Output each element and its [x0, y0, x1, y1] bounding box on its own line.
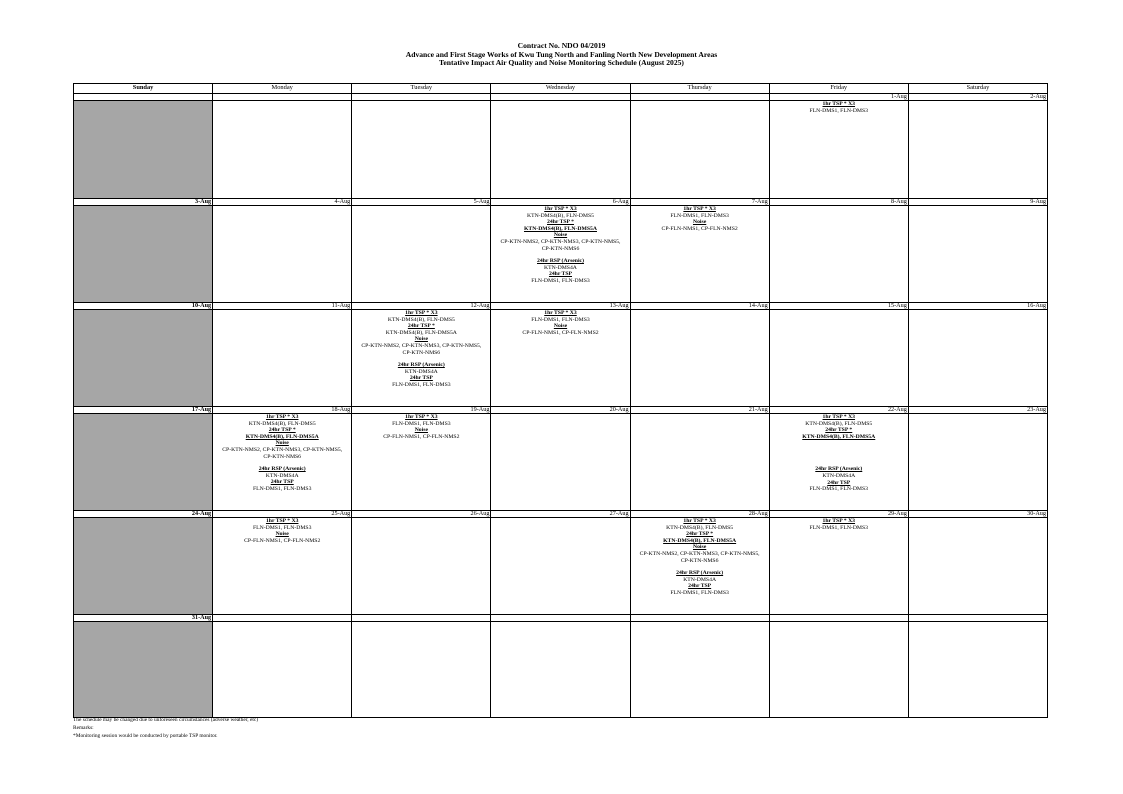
- day-content: [213, 414, 351, 510]
- monitoring-type-heading: 24hr TSP *: [686, 531, 714, 538]
- day-cell: [630, 94, 769, 199]
- monitoring-type-heading: 1hr TSP * X3: [822, 414, 856, 420]
- day-cell: [213, 407, 352, 511]
- day-cell: [769, 511, 908, 615]
- day-date: 25-Aug: [213, 511, 351, 518]
- day-cell: [74, 511, 213, 615]
- station-list: CP-FLN-NMS1, CP-FLN-NMS2: [383, 433, 460, 440]
- station-list: CP-KTN-NMS2, CP-KTN-NMS3, CP-KTN-NMS5,: [639, 550, 760, 557]
- day-content: [909, 101, 1047, 198]
- day-date: 11-Aug: [213, 303, 351, 310]
- station-list: FLN-DMS1, FLN-DMS3: [809, 486, 868, 493]
- day-content: [74, 206, 212, 302]
- day-date: 10-Aug: [74, 303, 212, 310]
- day-cell: [630, 615, 769, 718]
- day-cell: [908, 407, 1047, 511]
- day-cell: [74, 94, 213, 199]
- day-cell: [352, 303, 491, 407]
- day-cell: [769, 615, 908, 718]
- day-cell: [74, 199, 213, 303]
- monitoring-type-heading: 24hr TSP: [827, 479, 851, 486]
- day-content: [74, 414, 212, 510]
- monitoring-type-heading: Noise: [414, 427, 428, 434]
- monitoring-type-heading: 24hr RSP (Arsenic): [815, 466, 863, 473]
- day-date: [213, 615, 351, 622]
- day-date: 19-Aug: [352, 407, 490, 414]
- monitoring-type-heading: Noise: [692, 219, 707, 226]
- day-content: [213, 101, 351, 198]
- station-list: FLN-DMS1, FLN-DMS3: [252, 485, 312, 492]
- day-date: 5-Aug: [352, 199, 490, 206]
- day-content: [631, 310, 769, 406]
- monitoring-type-heading: 1hr TSP * X3: [405, 310, 438, 316]
- station-list: CP-KTN-NMS2, CP-KTN-NMS3, CP-KTN-NMS5,: [500, 238, 621, 245]
- day-content: [491, 414, 629, 510]
- station-list: CP-FLN-NMS1, CP-FLN-NMS2: [661, 225, 738, 232]
- day-content: [213, 310, 351, 406]
- contract-number: Contract No. NDO 04/2019: [517, 41, 606, 50]
- day-cell: [630, 303, 769, 407]
- day-cell: [491, 511, 630, 615]
- footnote-line: *Monitoring session would be conducted by portable TSP monitor.: [73, 733, 218, 739]
- day-date: 23-Aug: [909, 407, 1047, 414]
- monitoring-type-heading: Noise: [553, 323, 568, 330]
- day-date: [213, 94, 351, 101]
- day-date: 26-Aug: [352, 511, 490, 518]
- day-cell: [908, 511, 1047, 615]
- day-cell: [213, 303, 352, 407]
- station-list: CP-FLN-NMS1, CP-FLN-NMS2: [244, 537, 321, 544]
- weekday-header: Tuesday: [352, 84, 491, 94]
- day-content: [352, 414, 490, 510]
- station-list: CP-KTN-NMS2, CP-KTN-NMS3, CP-KTN-NMS5,: [222, 446, 343, 453]
- station-list: KTN-DMS4A: [404, 368, 438, 375]
- week-row: [74, 199, 1048, 303]
- day-date: 15-Aug: [770, 303, 908, 310]
- week-row: [74, 303, 1048, 407]
- monitoring-type-heading: KTN-DMS4(B), FLN-DMS5A: [663, 537, 737, 544]
- station-list: FLN-DMS1, FLN-DMS3: [392, 381, 451, 388]
- day-date: [352, 615, 490, 622]
- day-date: 22-Aug: [770, 407, 908, 414]
- day-cell: [769, 407, 908, 511]
- day-content: [491, 101, 629, 198]
- day-date: 24-Aug: [74, 511, 212, 518]
- weekday-header: Monday: [213, 84, 352, 94]
- day-date: 14-Aug: [631, 303, 769, 310]
- day-content: [352, 622, 490, 717]
- day-content: [631, 101, 769, 198]
- station-list: KTN-DMS4A: [822, 472, 856, 479]
- day-cell: [491, 407, 630, 511]
- footnote-line: The schedule may be changed due to unforeseen circumstances (adverse weather, etc): [73, 717, 259, 723]
- day-cell: [213, 94, 352, 199]
- weekday-header: Saturday: [908, 84, 1047, 94]
- day-date: 2-Aug: [909, 94, 1047, 101]
- day-date: 20-Aug: [491, 407, 629, 414]
- day-cell: [908, 94, 1047, 199]
- day-date: 29-Aug: [770, 511, 908, 518]
- day-content: [909, 206, 1047, 302]
- station-list: FLN-DMS1, FLN-DMS3: [670, 589, 729, 596]
- day-date: [352, 94, 490, 101]
- day-date: 31-Aug: [74, 615, 212, 622]
- day-date: 4-Aug: [213, 199, 351, 206]
- week-row: [74, 615, 1048, 718]
- day-date: 27-Aug: [491, 511, 629, 518]
- monitoring-type-heading: 24hr RSP (Arsenic): [537, 258, 584, 265]
- station-list: CP-KTN-NMS2, CP-KTN-NMS3, CP-KTN-NMS5,: [361, 342, 482, 349]
- station-list: FLN-DMS1, FLN-DMS3: [809, 107, 868, 114]
- monitoring-type-heading: 1hr TSP * X3: [544, 206, 577, 212]
- day-cell: [630, 407, 769, 511]
- station-list: CP-KTN-NMS6: [541, 245, 580, 252]
- station-list: KTN-DMS4A: [544, 264, 577, 271]
- footnotes: [73, 716, 258, 740]
- station-list: CP-KTN-NMS6: [680, 557, 719, 564]
- station-list: KTN-DMS4(B), FLN-DMS5: [666, 524, 734, 531]
- day-date: 9-Aug: [909, 199, 1047, 206]
- station-list: FLN-DMS1, FLN-DMS3: [531, 316, 590, 323]
- monitoring-type-heading: 1hr TSP * X3: [544, 310, 577, 316]
- day-cell: [213, 199, 352, 303]
- day-date: 13-Aug: [491, 303, 629, 310]
- monitoring-type-heading: 24hr TSP *: [825, 427, 853, 434]
- day-date: 12-Aug: [352, 303, 490, 310]
- monitoring-type-heading: 24hr TSP *: [547, 219, 574, 226]
- monitoring-type-heading: 24hr TSP: [270, 479, 294, 486]
- day-content: [770, 310, 908, 406]
- monitoring-type-heading: Noise: [553, 232, 568, 239]
- day-content: [74, 310, 212, 406]
- monitoring-type-heading: 1hr TSP * X3: [265, 414, 299, 420]
- monitoring-type-heading: 1hr TSP * X3: [822, 101, 856, 107]
- day-content: [213, 206, 351, 302]
- day-content: [491, 518, 629, 614]
- day-date: 6-Aug: [491, 199, 629, 206]
- day-cell: [769, 199, 908, 303]
- day-content: [74, 518, 212, 614]
- day-cell: [630, 199, 769, 303]
- day-cell: [769, 303, 908, 407]
- project-title: Advance and First Stage Works of Kwu Tung North and Fanling North New Development Areas: [405, 49, 718, 59]
- day-date: 3-Aug: [74, 199, 212, 206]
- monitoring-type-heading: 24hr TSP: [409, 375, 433, 382]
- day-date: [631, 615, 769, 622]
- weekday-header: Friday: [769, 84, 908, 94]
- day-content: [631, 518, 769, 614]
- weekday-header: Thursday: [630, 84, 769, 94]
- day-cell: [352, 615, 491, 718]
- monitoring-type-heading: KTN-DMS4(B), FLN-DMS5A: [245, 433, 319, 440]
- day-date: 21-Aug: [631, 407, 769, 414]
- week-row: [74, 511, 1048, 615]
- day-content: [213, 518, 351, 614]
- station-list: CP-KTN-NMS6: [402, 349, 441, 356]
- day-date: 16-Aug: [909, 303, 1047, 310]
- weekday-header: Wednesday: [491, 84, 630, 94]
- day-cell: [908, 303, 1047, 407]
- day-cell: [908, 615, 1047, 718]
- week-row: [74, 407, 1048, 511]
- weekday-header-row: [74, 84, 1048, 94]
- day-cell: [630, 511, 769, 615]
- day-content: [770, 622, 908, 717]
- day-cell: [74, 407, 213, 511]
- day-date: [491, 94, 629, 101]
- station-list: KTN-DMS4A: [265, 472, 299, 479]
- monitoring-type-heading: Noise: [692, 544, 707, 551]
- day-content: [491, 622, 629, 717]
- monitoring-type-heading: Noise: [275, 531, 289, 538]
- day-cell: [908, 199, 1047, 303]
- day-cell: [352, 407, 491, 511]
- day-date: 30-Aug: [909, 511, 1047, 518]
- day-date: [770, 615, 908, 622]
- monitoring-type-heading: Noise: [414, 336, 428, 343]
- day-date: [491, 615, 629, 622]
- station-list: FLN-DMS1, FLN-DMS3: [670, 212, 729, 219]
- day-date: 1-Aug: [770, 94, 908, 101]
- day-content: [352, 101, 490, 198]
- day-cell: [491, 303, 630, 407]
- monitoring-type-heading: KTN-DMS4(B), FLN-DMS5A: [802, 433, 876, 440]
- day-content: [631, 622, 769, 717]
- day-cell: [491, 199, 630, 303]
- footnote-line: Remarks:: [73, 725, 94, 731]
- day-content: [352, 518, 490, 614]
- station-list: KTN-DMS4(B), FLN-DMS5: [526, 212, 594, 219]
- monitoring-type-heading: Noise: [275, 440, 289, 447]
- monitoring-type-heading: 1hr TSP * X3: [683, 206, 716, 212]
- day-cell: [491, 615, 630, 718]
- day-content: [909, 310, 1047, 406]
- monitoring-type-heading: 24hr RSP (Arsenic): [676, 570, 724, 577]
- day-cell: [352, 511, 491, 615]
- calendar-table: [73, 83, 1048, 718]
- station-list: KTN-DMS4(B), FLN-DMS5: [248, 420, 316, 427]
- day-content: [74, 101, 212, 198]
- day-date: 8-Aug: [770, 199, 908, 206]
- day-date: [909, 615, 1047, 622]
- day-content: [631, 414, 769, 510]
- monitoring-type-heading: 1hr TSP * X3: [822, 518, 856, 524]
- monitoring-type-heading: 24hr RSP (Arsenic): [258, 466, 306, 473]
- weekday-header: Sunday: [74, 84, 213, 94]
- day-cell: [769, 94, 908, 199]
- monitoring-type-heading: 24hr RSP (Arsenic): [397, 362, 445, 369]
- station-list: KTN-DMS4(B), FLN-DMS5A: [385, 329, 457, 336]
- station-list: KTN-DMS4A: [683, 576, 717, 583]
- day-date: 7-Aug: [631, 199, 769, 206]
- day-cell: [74, 615, 213, 718]
- day-date: 18-Aug: [213, 407, 351, 414]
- day-cell: [352, 199, 491, 303]
- monitoring-type-heading: 1hr TSP * X3: [683, 518, 716, 524]
- monitoring-type-heading: 24hr TSP: [688, 583, 712, 590]
- monitoring-type-heading: 24hr TSP *: [268, 427, 296, 434]
- day-content: [491, 206, 629, 302]
- day-content: [909, 518, 1047, 614]
- day-content: [491, 310, 629, 406]
- spacer: [771, 440, 907, 466]
- day-content: [770, 518, 908, 614]
- day-content: [770, 206, 908, 302]
- station-list: FLN-DMS1, FLN-DMS3: [809, 524, 868, 531]
- station-list: CP-FLN-NMS1, CP-FLN-NMS2: [522, 329, 599, 336]
- station-list: KTN-DMS4(B), FLN-DMS5: [805, 420, 873, 427]
- day-content: [213, 622, 351, 717]
- day-date: [74, 94, 212, 101]
- day-cell: [352, 94, 491, 199]
- station-list: KTN-DMS4(B), FLN-DMS5: [387, 316, 455, 323]
- schedule-title: Tentative Impact Air Quality and Noise Monitoring Schedule (August 2025): [439, 58, 684, 67]
- day-content: [909, 414, 1047, 510]
- day-content: [352, 310, 490, 406]
- day-content: [631, 206, 769, 302]
- week-row: [74, 94, 1048, 199]
- day-date: 28-Aug: [631, 511, 769, 518]
- station-list: FLN-DMS1, FLN-DMS3: [252, 524, 312, 531]
- day-content: [74, 622, 212, 717]
- day-cell: [491, 94, 630, 199]
- day-cell: [213, 615, 352, 718]
- monitoring-type-heading: 1hr TSP * X3: [265, 518, 299, 524]
- station-list: CP-KTN-NMS6: [263, 453, 302, 460]
- day-content: [770, 414, 908, 510]
- station-list: FLN-DMS1, FLN-DMS3: [392, 420, 451, 427]
- day-content: [909, 622, 1047, 717]
- station-list: FLN-DMS1, FLN-DMS3: [531, 277, 590, 284]
- monitoring-type-heading: KTN-DMS4(B), FLN-DMS5A: [523, 225, 597, 232]
- day-cell: [74, 303, 213, 407]
- day-date: [631, 94, 769, 101]
- monitoring-type-heading: 24hr TSP: [548, 271, 572, 278]
- day-content: [352, 206, 490, 302]
- day-cell: [213, 511, 352, 615]
- day-content: [770, 101, 908, 198]
- day-date: 17-Aug: [74, 407, 212, 414]
- monitoring-type-heading: 24hr TSP *: [407, 323, 435, 330]
- monitoring-type-heading: 1hr TSP * X3: [405, 414, 438, 420]
